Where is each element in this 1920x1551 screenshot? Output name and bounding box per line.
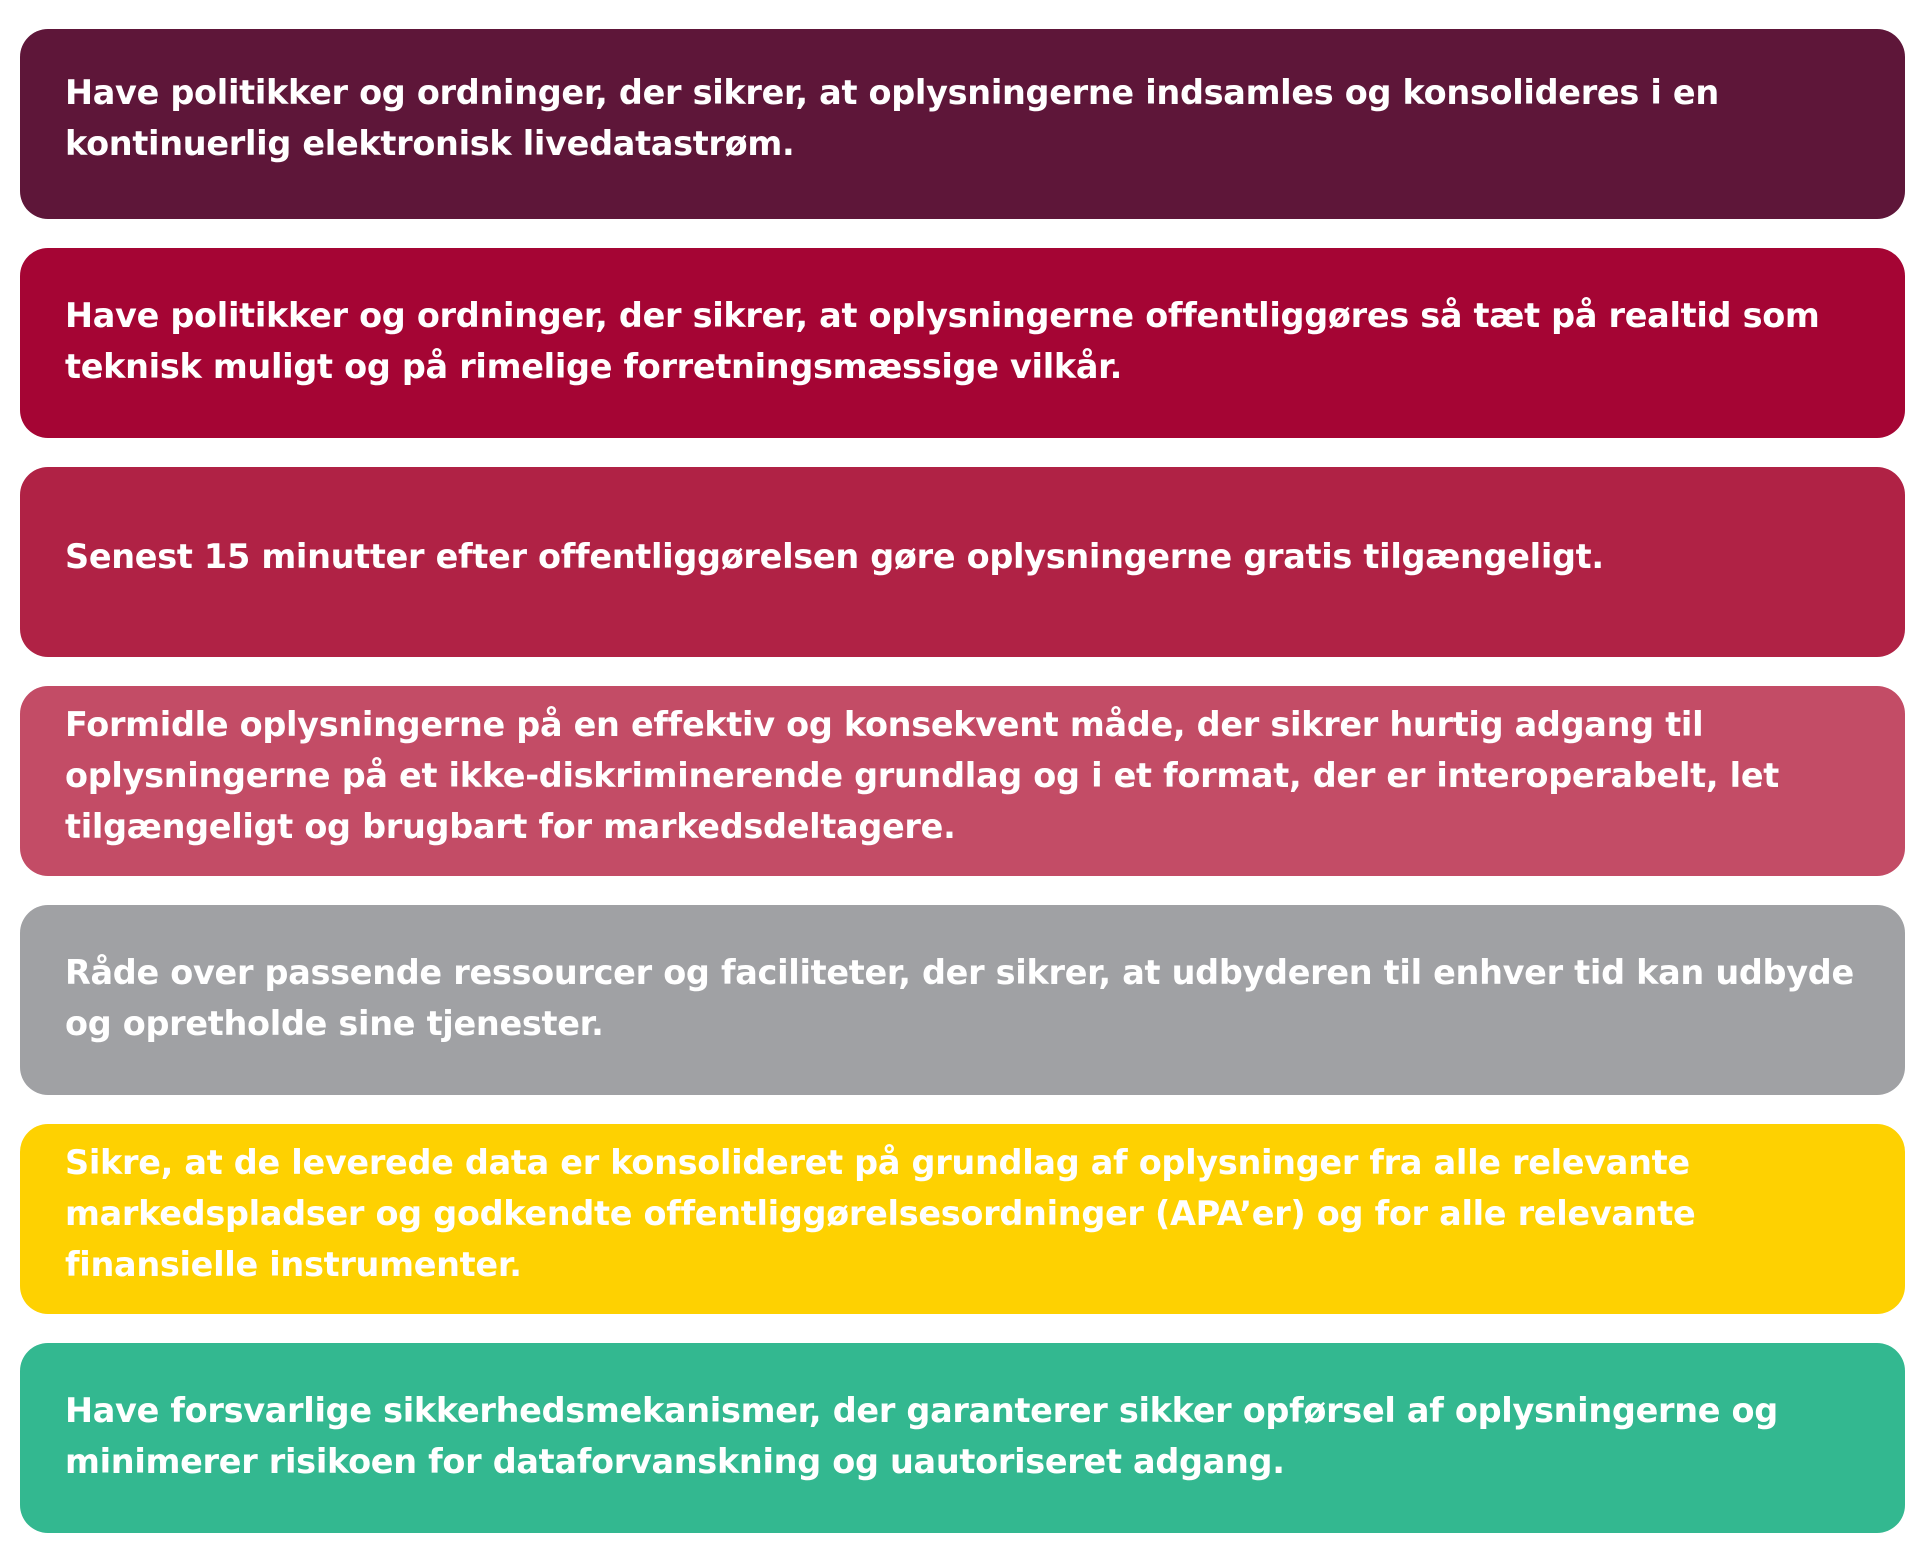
requirement-text: Sikre, at de leverede data er konsolideret på grundlag af oplysninger fra alle relevante markedspladser og godkendte offentliggørelsesordninger (APA’er) og for alle relevante finansielle instrumenter. [65,1142,1696,1284]
requirement-box [20,905,1905,1095]
requirement-text: Have politikker og ordninger, der sikrer, at oplysningerne offentliggøres så tæt på realtid som teknisk muligt og på rimelige forretningsmæssige vilkår. [65,296,1820,386]
requirement-text: Formidle oplysningerne på en effektiv og konsekvent måde, der sikrer hurtig adgang til oplysningerne på et ikke-diskriminerende grundlag og i et format, der er interoperabelt, let tilgængeligt og brugbart for markedsdeltagere. [65,704,1779,846]
requirement-box [20,1124,1905,1314]
requirement-box [20,29,1905,219]
requirement-text: Have politikker og ordninger, der sikrer, at oplysningerne indsamles og konsolideres i en kontinuerlig elektronisk livedatastrøm. [65,73,1719,163]
requirement-text: Have forsvarlige sikkerhedsmekanismer, der garanterer sikker opførsel af oplysningerne og minimerer risikoen for dataforvanskning og uautoriseret adgang. [65,1391,1778,1481]
requirements-list [20,29,1905,1533]
requirement-box [20,248,1905,438]
requirement-text: Råde over passende ressourcer og faciliteter, der sikrer, at udbyderen til enhver tid kan udbyde og opretholde sine tjenester. [65,953,1854,1043]
requirement-text: Senest 15 minutter efter offentliggørelsen gøre oplysningerne gratis tilgængeligt. [65,536,1604,576]
requirement-box [20,686,1905,876]
requirement-box [20,467,1905,657]
requirement-box [20,1343,1905,1533]
